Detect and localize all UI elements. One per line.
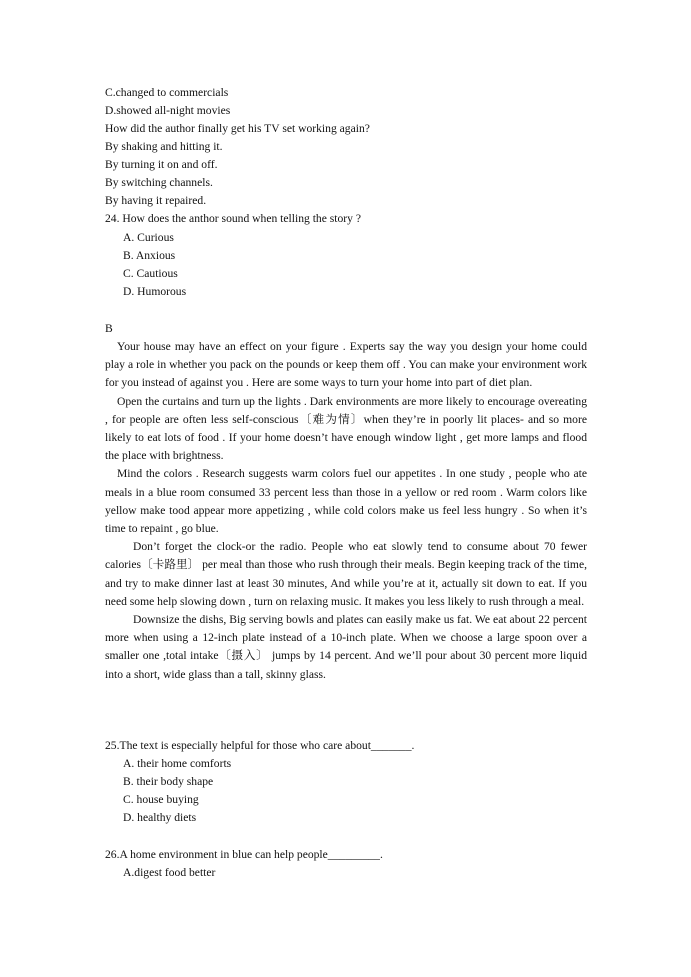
paragraph-2: Open the curtains and turn up the lights . Dark environments are more likely to encourage overeating , for people are often less self-conscious〔难为情〕when they’re in poorly lit places- and so more likely to eat lots of food . If your home doesn’t have enough window light , get more lamps and flood the place with brightness. — [105, 394, 587, 463]
q24-option-b: B. Anxious — [123, 249, 176, 262]
option-line: By switching channels. — [105, 176, 213, 189]
question-24: 24. How does the anthor sound when telling the story ? — [105, 212, 361, 225]
option-line: By shaking and hitting it. — [105, 140, 223, 153]
question-text: How did the author finally get his TV set working again? — [105, 122, 370, 135]
q25-option-d: D. healthy diets — [123, 811, 197, 824]
section-label: B — [105, 322, 113, 335]
q24-option-d: D. Humorous — [123, 285, 187, 298]
paragraph-1: Your house may have an effect on your figure . Experts say the way you design your home could play a role in whether you pack on the pounds or keep them off . You can make your environment work for you instead of against you . Here are some ways to turn your home into part of diet plan. — [105, 340, 587, 390]
q24-option-c: C. Cautious — [123, 267, 178, 280]
option-line: D.showed all-night movies — [105, 104, 231, 117]
q25-option-c: C. house buying — [123, 793, 199, 806]
option-line: By having it repaired. — [105, 194, 207, 207]
q24-option-a: A. Curious — [123, 231, 174, 244]
paragraph-5: Downsize the dishs, Big serving bowls and plates can easily make us fat. We eat about 22 percent more when using a 12-inch plate instead of a 10-inch plate. When we choose a large spoon over a smaller one ,total intake〔摄入〕 jumps by 14 percent. And we’ll pour about 30 percent more liquid into a short, wide glass than a tall, skinny glass. — [105, 613, 587, 681]
question-26: 26.A home environment in blue can help people_________. — [105, 848, 383, 861]
q26-option-a: A.digest food better — [123, 866, 216, 879]
paragraph-4: Don’t forget the clock-or the radio. People who eat slowly tend to consume about 70 fewer calories〔卡路里〕 per meal than those who rush through their meals. Begin keeping track of the time, and try to make dinner last at least 30 minutes, And while you’re at it, actually sit down to eat. If you need some help slowing down , turn on relaxing music. It makes you less likely to rush through a meal. — [105, 540, 587, 608]
paragraph-3: Mind the colors . Research suggests warm colors fuel our appetites . In one study , people who ate meals in a blue room consumed 33 percent less than those in a yellow or red room . Warm colors like yellow make tood appear more appetizing , while cold colors make us feel less hungry . So when it’s time to repaint , go blue. — [105, 467, 587, 536]
question-25: 25.The text is especially helpful for those who care about_______. — [105, 739, 415, 752]
q25-option-a: A. their home comforts — [123, 757, 232, 770]
option-line: C.changed to commercials — [105, 86, 229, 99]
passage — [105, 338, 587, 684]
option-line: By turning it on and off. — [105, 158, 218, 171]
q25-option-b: B. their body shape — [123, 775, 214, 788]
